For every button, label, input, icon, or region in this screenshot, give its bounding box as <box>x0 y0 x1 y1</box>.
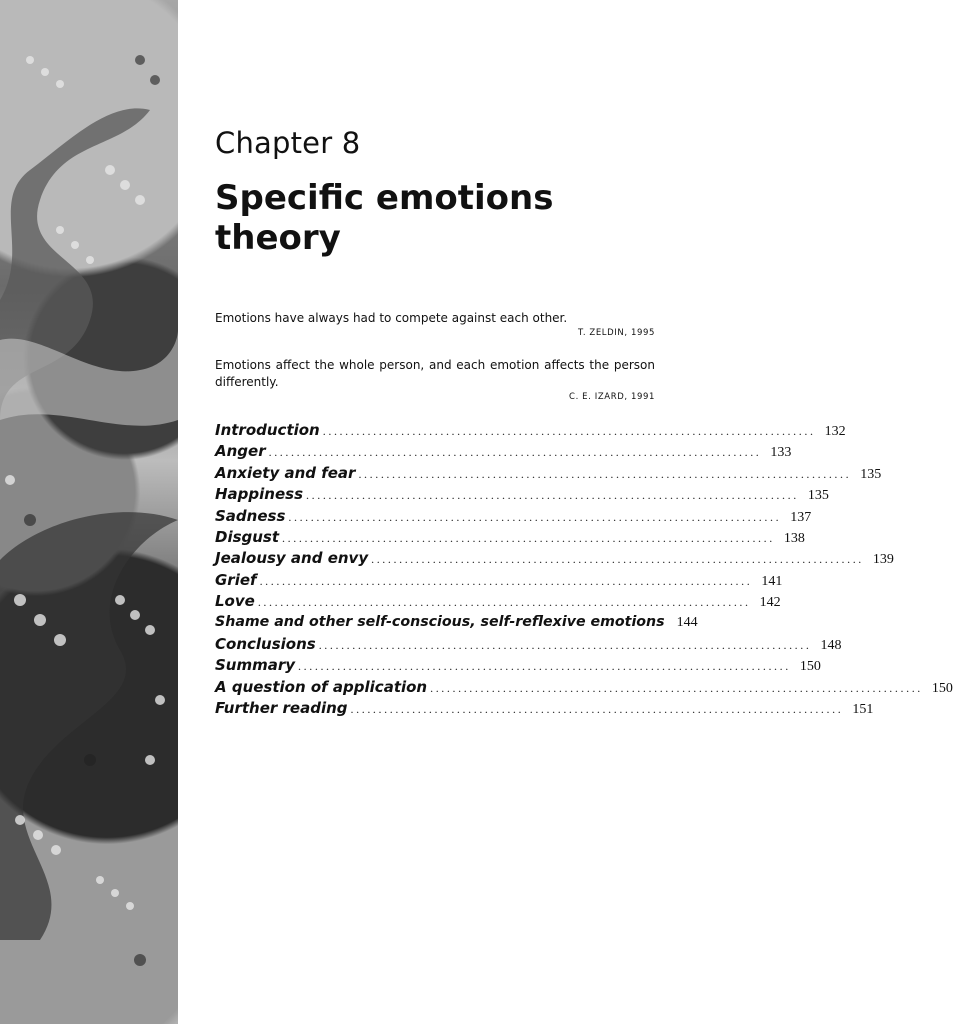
toc-entry-page: 141 <box>761 573 783 589</box>
toc-entry[interactable] <box>215 421 846 442</box>
toc-entry[interactable] <box>215 677 953 699</box>
toc-leader-dots: ........................................................................................ <box>371 552 864 567</box>
toc-entry-page: 137 <box>790 509 812 525</box>
toc-leader-dots: ........................................................................................ <box>259 573 753 588</box>
toc-entry-title: Further reading <box>215 699 348 718</box>
toc-leader-dots: ........................................................................................ <box>268 445 762 460</box>
epigraph-quote: Emotions have always had to compete against each other. <box>215 311 568 325</box>
toc-leader-dots: ........................................................................................ <box>257 595 751 610</box>
toc-entry[interactable] <box>215 656 821 677</box>
decorative-sidebar-artwork <box>0 0 178 1024</box>
toc-leader-dots: ........................................................................................ <box>282 530 775 545</box>
abstract-dot-pattern-image <box>0 0 178 1024</box>
toc-leader-dots: ........................................................................................ <box>298 659 791 674</box>
toc-entry-title: Happiness <box>215 485 304 504</box>
toc-entry-page: 133 <box>770 445 792 461</box>
toc-entry[interactable] <box>215 485 829 506</box>
toc-entry-title: Introduction <box>215 421 320 439</box>
toc-entry-title: Sadness <box>215 506 286 525</box>
toc-leader-dots: ........................................................................................ <box>318 637 812 652</box>
toc-entry-title: Conclusions <box>215 634 316 653</box>
toc-entry-page: 150 <box>799 659 821 675</box>
toc-leader-dots: ........................................................................................ <box>430 680 923 695</box>
toc-entry[interactable] <box>215 463 882 485</box>
epigraph-attribution: C. E. IZARD, 1991 <box>569 392 655 402</box>
epigraph-quote: Emotions affect the whole person, and each emotion affects the person differently. <box>215 358 655 389</box>
toc-entry-title: Jealousy and envy <box>215 549 369 568</box>
toc-entry-page: 150 <box>931 680 953 696</box>
toc-entry[interactable] <box>215 570 783 592</box>
toc-entry[interactable] <box>215 442 792 463</box>
toc-entry[interactable] <box>215 527 805 549</box>
toc-entry-title: Disgust <box>215 527 280 546</box>
toc-entry-title: Anxiety and fear <box>215 463 356 482</box>
toc-leader-dots: ........................................................................................ <box>288 509 782 524</box>
toc-leader-dots: ........................................................................................ <box>306 488 799 503</box>
epigraph <box>215 310 655 342</box>
table-of-contents <box>215 421 953 720</box>
toc-entry-title: Summary <box>215 656 296 675</box>
toc-entry-page: 138 <box>783 530 805 546</box>
epigraph <box>215 357 655 406</box>
toc-entry[interactable] <box>215 506 812 528</box>
epigraph-attribution: T. ZELDIN, 1995 <box>578 328 655 338</box>
toc-entry[interactable] <box>215 634 842 656</box>
toc-entry-page: 142 <box>759 595 781 611</box>
toc-entry-page: 144 <box>676 614 698 630</box>
toc-entry-page: 135 <box>807 488 829 504</box>
toc-entry-title: Love <box>215 592 255 611</box>
toc-entry-page: 132 <box>824 424 846 439</box>
chapter-title: Specific emotions theory <box>215 178 554 258</box>
toc-entry-title: Anger <box>215 442 266 461</box>
toc-entry-title: A question of application <box>215 677 428 696</box>
toc-leader-dots: ........................................................................................ <box>322 424 816 438</box>
chapter-number: Chapter 8 <box>215 126 361 160</box>
toc-entry-title: Shame and other self-conscious, self-reflexive emotions <box>215 613 665 630</box>
toc-entry-page: 139 <box>872 552 894 568</box>
toc-entry-page: 148 <box>820 637 842 653</box>
toc-entry-page: 151 <box>852 702 874 718</box>
toc-leader-dots: ........................................................................................ <box>350 702 844 717</box>
toc-leader-dots: ........................................................................................ <box>358 466 852 481</box>
toc-entry[interactable] <box>215 699 874 720</box>
toc-entry-page: 135 <box>860 466 882 482</box>
toc-entry[interactable] <box>215 613 698 635</box>
toc-entry[interactable] <box>215 592 781 613</box>
toc-entry-title: Grief <box>215 570 257 589</box>
toc-entry[interactable] <box>215 549 894 570</box>
